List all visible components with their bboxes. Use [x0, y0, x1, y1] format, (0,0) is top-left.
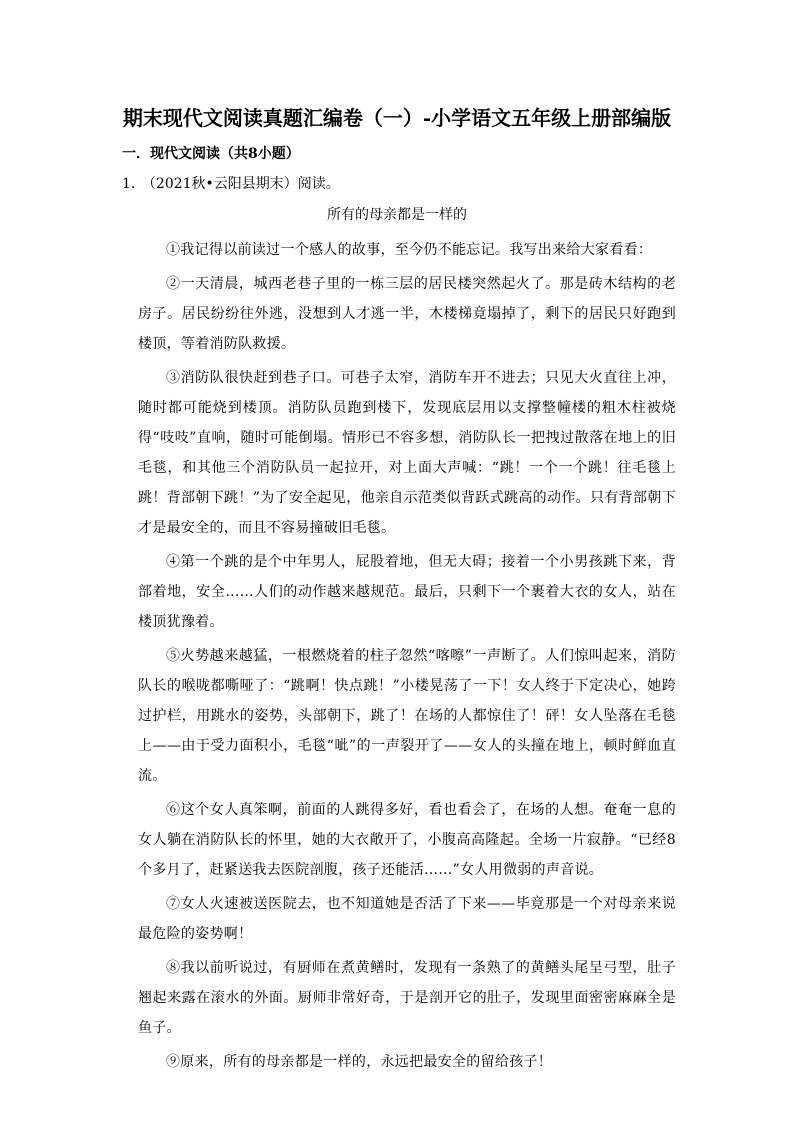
paragraph-9: ⑨原来，所有的母亲都是一样的，永远把最安全的留给孩子！: [166, 1054, 553, 1070]
paragraph-7: ⑦女人火速被送医院去，也不知道她是否活了下来——毕竟那是一个对母亲来说最危险的姿势啊！: [138, 896, 676, 942]
paragraph-5: ⑤火势越来越猛，一根燃烧着的柱子忽然“喀嚓”一声断了。人们惊叫起来，消防队长的喉咙都嘶哑了：“跳啊！快点跳！”小楼晃荡了一下！女人终于下定决心，她跨过护栏，用跳水的姿势，头部朝下，跳了！在场的人都惊住了！砰！女人坠落在毛毯上——由于受力面积小，毛毯“呲”的一声裂开了——女人的头撞在地上，顿时鲜血直流。: [138, 648, 676, 784]
paragraph-8: ⑧我以前听说过，有厨师在煮黄鳝时，发现有一条熟了的黄鳝头尾呈弓型，肚子翘起来露在滚水的外面。厨师非常好奇，于是剖开它的肚子，发现里面密密麻麻全是鱼子。: [138, 960, 676, 1036]
question-source: （2021秋•云阳县期末）阅读。: [148, 176, 340, 192]
section-heading: 一．现代文阅读（共8小题）: [122, 146, 300, 162]
article-title: 所有的母亲都是一样的: [327, 207, 467, 223]
question-number: 1．: [122, 176, 145, 192]
paragraph-4: ④第一个跳的是个中年男人，屁股着地，但无大碍；接着一个小男孩跳下来，背部着地，安全……人们的动作越来越规范。最后，只剩下一个裹着大衣的女人，站在楼顶犹豫着。: [138, 554, 676, 630]
paragraph-3: ③消防队很快赶到巷子口。可巷子太窄，消防车开不进去；只见大火直往上冲，随时都可能烧到楼顶。消防队员跑到楼下，发现底层用以支撑整幢楼的粗木柱被烧得“吱吱”直响，随时可能倒塌。情形已不容多想，消防队长一把拽过散落在地上的旧毛毯，和其他三个消防队员一起拉开，对上面大声喊：“跳！一个一个跳！往毛毯上跳！背部朝下跳！”为了安全起见，他亲自示范类似背跃式跳高的动作。只有背部朝下才是最安全的，而且不容易撞破旧毛毯。: [138, 370, 676, 536]
article-body: [138, 235, 676, 1081]
paragraph-2: ②一天清晨，城西老巷子里的一栋三层的居民楼突然起火了。那是砖木结构的老房子。居民纷纷往外逃，没想到人才逃一半，木楼梯竟塌掉了，剩下的居民只好跑到楼顶，等着消防队救援。: [138, 276, 676, 352]
question-line: [122, 174, 340, 194]
document-title: 期末现代文阅读真题汇编卷（一）-小学语文五年级上册部编版: [122, 106, 672, 130]
paragraph-1: ①我记得以前读过一个感人的故事，至今仍不能忘记。我写出来给大家看看：: [166, 242, 653, 258]
paragraph-6: ⑥这个女人真笨啊，前面的人跳得多好，看也看会了，在场的人想。奄奄一息的女人躺在消防队长的怀里，她的大衣敞开了，小腹高高隆起。全场一片寂静。“已经8个多月了，赶紧送我去医院剖腹，孩子还能活……”女人用微弱的声音说。: [138, 802, 676, 878]
